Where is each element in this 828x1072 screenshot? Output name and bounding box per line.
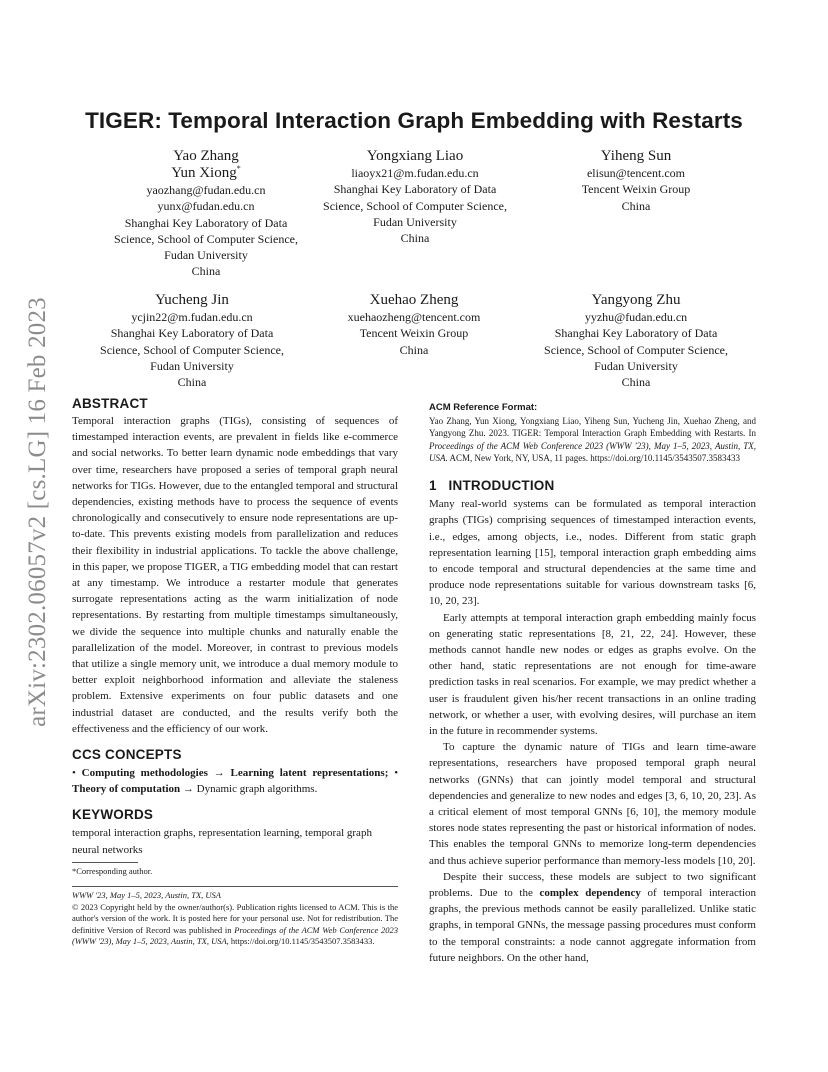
author-affiliation: Science, School of Computer Science, [114, 231, 298, 246]
intro-paragraph: Many real-world systems can be formulated as temporal interaction graphs (TIGs) comprising sequences of timestamped interaction events, i.e., edges, among objects, i.e., nodes. Different from static graph representation learning [15], temporal interaction graph embedding aims to encode temporal and structural dependencies at the same time and produce node representations suitable for various downstream tasks [6, 10, 20, 23]. [429, 498, 756, 608]
paper-title: TIGER: Temporal Interaction Graph Embedding with Restarts [85, 108, 743, 133]
author-email: elisun@tencent.com [586, 166, 686, 180]
author-email: xuehaozheng@tencent.com [347, 310, 481, 324]
author-block [521, 148, 751, 214]
author-email: yaozhang@fudan.edu.cn [146, 183, 266, 197]
author-email: liaoyx21@m.fudan.edu.cn [351, 166, 479, 180]
intro-paragraph: To capture the dynamic nature of TIGs and learn time-aware representations, researchers have proposed temporal graph neural networks (GNNs) that can jointly model temporal and structural dependencies and generalize to new nodes and edges [3, 6, 10, 20, 23]. As a critical element of most temporal GNNs [6, 10], the memory module stores node states representing the past or historical information of nodes. This enables the temporal GNNs to memorize long-term dependencies and thus achieve superior performance than memory-less models [10, 20]. [429, 741, 756, 867]
acm-reference-doi: ACM, New York, NY, USA, 11 pages. https://doi.org/10.1145/3543507.3583433 [449, 452, 741, 463]
author-country: China [399, 342, 429, 357]
author-affiliation: Fudan University [164, 248, 248, 263]
author-affiliation: Fudan University [594, 358, 678, 373]
author-email: yyzhu@fudan.edu.cn [584, 310, 688, 324]
keywords-heading: KEYWORDS [72, 807, 154, 823]
footer-rule [72, 886, 398, 887]
author-block [299, 292, 529, 358]
emphasis: complex dependency [539, 887, 641, 900]
footer-copyright-text: © 2023 Copyright held by the owner/author(s). Publication rights licensed to ACM. This is the author's version of the work. It is posted here for your personal use. Not for redistribution. The definitive Version of Record was published in [72, 901, 398, 935]
author-block [77, 292, 307, 390]
author-affiliation: Tencent Weixin Group [581, 182, 691, 197]
author-name: Xuehao Zheng [369, 292, 459, 308]
separator: ; [384, 767, 389, 780]
footnote-rule [72, 862, 138, 863]
introduction-heading: 1 INTRODUCTION [429, 478, 555, 494]
author-country: China [177, 375, 207, 390]
ccs-heading: CCS CONCEPTS [72, 747, 182, 763]
arxiv-identifier-stamp: arXiv:2302.06057v2 [cs.LG] 16 Feb 2023 [24, 297, 51, 727]
corresponding-mark: * [236, 164, 241, 173]
author-affiliation: Shanghai Key Laboratory of Data [333, 182, 497, 197]
author-name: Yucheng Jin [155, 292, 229, 308]
intro-paragraph: Early attempts at temporal interaction graph embedding mainly focus on generating static representations [8, 21, 22, 24]. However, these methods cannot handle new nodes or edges as graphs evolve. On the other hand, static representations are not enough for time-aware prediction tasks in real scenarios. For example, we may predict whether a user is fraudulent given his/her recent transactions in an online trading network, or whether a user, with evolving desires, will purchase an item in the future in recommender systems. [429, 611, 756, 738]
author-block [521, 292, 751, 390]
author-country: China [621, 198, 651, 213]
author-name [91, 165, 321, 182]
author-name: Yangyong Zhu [591, 292, 681, 308]
intro-text: Despite their success, these models are subject to two significant problems. Due to the [429, 870, 756, 900]
author-affiliation: Science, School of Computer Science, [323, 198, 507, 213]
author-affiliation: Tencent Weixin Group [359, 326, 469, 341]
author-name: Yao Zhang [173, 148, 239, 164]
footer-copyright [72, 902, 398, 948]
author-name-text: Yun Xiong [171, 165, 237, 181]
footer-venue: WWW '23, May 1–5, 2023, Austin, TX, USA [72, 890, 221, 901]
author-affiliation: Shanghai Key Laboratory of Data [124, 215, 288, 230]
author-country: China [400, 231, 430, 246]
author-email: yunx@fudan.edu.cn [157, 199, 255, 214]
ccs-concept: Dynamic graph algorithms. [196, 783, 318, 796]
ccs-concepts [72, 765, 398, 797]
keywords-text: temporal interaction graphs, representation learning, temporal graph neural networks [72, 827, 372, 856]
author-block [300, 148, 530, 246]
author-affiliation: Shanghai Key Laboratory of Data [554, 326, 718, 341]
author-affiliation: Science, School of Computer Science, [100, 342, 284, 357]
abstract-text: Temporal interaction graphs (TIGs), consisting of sequences of timestamped interaction events, are prevalent in fields like e-commerce and social networks. To better learn dynamic node embeddings that vary over time, researchers have proposed a series of temporal graph neural networks for TIGs. However, due to the entangled temporal and structural dependencies, existing methods have to process the sequence of events chronologically and consecutively to ensure node representations are up-to-date. This prevents existing models from parallelization and reduces their flexibility in industrial applications. To tackle the above challenge, in this paper, we propose TIGER, a TIG embedding model that can restart at any timestamp. We introduce a restarter module that generates surrogate representations acting as the warm initialization of node representations. By restarting from multiple timestamps simultaneously, we divide the sequence into multiple chunks and naturally enable the parallelization of the model. Moreover, in contrast to previous models that utilize a single memory unit, we introduce a dual memory module to better exploit neighborhood information and alleviate the staleness problem. Extensive experiments on four public datasets and one industrial dataset are conducted, and the results verify both the effectiveness and the efficiency of our work. [72, 415, 398, 735]
author-affiliation: Shanghai Key Laboratory of Data [110, 326, 274, 341]
author-affiliation: Science, School of Computer Science, [544, 342, 728, 357]
abstract-heading: ABSTRACT [72, 396, 148, 411]
left-column [72, 396, 398, 948]
author-affiliation: Fudan University [150, 358, 234, 373]
bullet: • [394, 767, 399, 780]
author-name: Yongxiang Liao [366, 148, 464, 164]
intro-paragraph [429, 869, 756, 966]
ccs-concept: Theory of computation [72, 783, 181, 796]
author-name: Yiheng Sun [600, 148, 672, 164]
intro-text: of temporal interaction graphs, the previous methods cannot be easily parallelized. Unlike static graphs, in temporal GNNs, the message passing procedures must conform to the temporal constraints: a node cannot aggregate information from future neighbors. On the other hand, [429, 887, 757, 964]
acm-reference-proceedings: Proceedings of the ACM Web Conference 2023 (WWW '23), May 1–5, 2023, Austin, TX, USA. [429, 440, 756, 463]
arrow-glyph: → [182, 783, 194, 796]
ccs-concept: Computing methodologies [81, 767, 208, 780]
corresponding-author-note: *Corresponding author. [72, 865, 153, 876]
footer-proceedings: Proceedings of the ACM Web Conference 2023 (WWW '23), May 1–5, 2023, Austin, TX, USA [72, 924, 398, 947]
bullet: • [72, 767, 76, 780]
author-country: China [621, 375, 651, 390]
footer-doi: , https://doi.org/10.1145/3543507.3583433. [226, 936, 375, 947]
author-email: ycjin22@m.fudan.edu.cn [131, 310, 253, 324]
author-country: China [191, 264, 221, 279]
ccs-concept: Learning latent representations [230, 767, 385, 780]
acm-reference-text [429, 415, 756, 464]
arrow-glyph: → [213, 767, 225, 780]
acm-reference-authors: Yao Zhang, Yun Xiong, Yongxiang Liao, Yiheng Sun, Yucheng Jin, Xuehao Zheng, and Yangyong Zhu. 2023. TIGER: Temporal Interaction Graph Embedding with Restarts. In [429, 416, 756, 439]
right-column [429, 402, 756, 966]
author-block [91, 148, 321, 280]
author-affiliation: Fudan University [373, 214, 457, 229]
acm-reference-heading: ACM Reference Format: [429, 402, 538, 413]
